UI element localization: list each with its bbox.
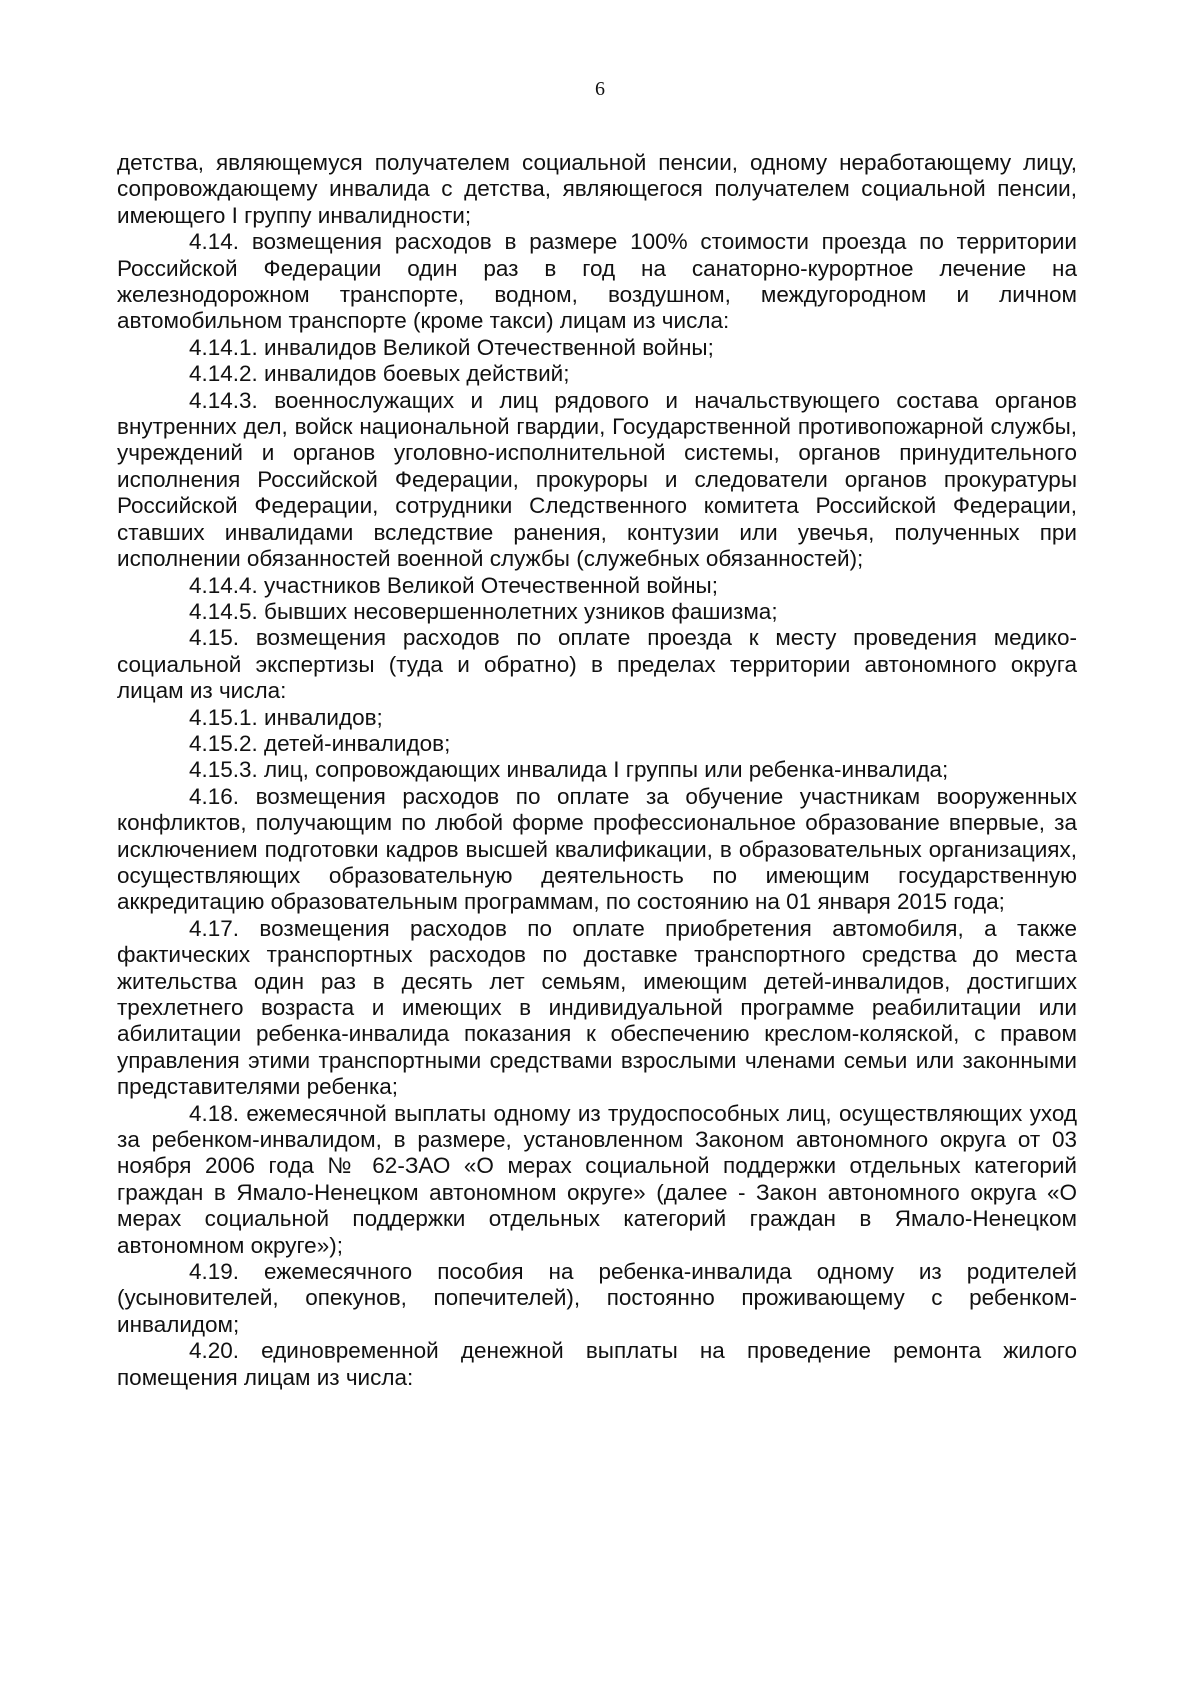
paragraph-4-15-3: 4.15.3. лиц, сопровождающих инвалида I группы или ребенка-инвалида; [189,757,949,783]
paragraph-4-14-4: 4.14.4. участников Великой Отечественной войны; [189,572,718,598]
paragraph-4-17: 4.17. возмещения расходов по оплате приобретения автомобиля, а также фактических транспортных расходов по доставке транспортного средства до места жительства один раз в десять лет семьям, имеющим детей-инвалидов, достигших трехлетнего возраста и имеющих в индивидуальной программе реабилитации или абилитации ребенка-инвалида показания к обеспечению креслом-коляской, с правом управления этими транспортными средствами взрослыми членами семьи или законными представителями ребенка; [117,915,1077,1100]
paragraph-4-16: 4.16. возмещения расходов по оплате за обучение участникам вооруженных конфликтов, получающим по любой форме профессиональное образование впервые, за исключением подготовки кадров высшей квалификации, в образовательных организациях, осуществляющих образовательную деятельность по имеющим государственную аккредитацию образовательным программам, по состоянию на 01 января 2015 года; [117,783,1077,915]
document-body [117,150,1077,1391]
paragraph-4-14-2: 4.14.2. инвалидов боевых действий; [189,361,570,387]
paragraph-4-20: 4.20. единовременной денежной выплаты на проведение ремонта жилого помещения лицам из числа: [117,1338,1077,1390]
paragraph-4-14: 4.14. возмещения расходов в размере 100% стоимости проезда по территории Российской Федерации один раз в год на санаторно-курортное лечение на железнодорожном транспорте, водном, воздушном, междугородном и личном автомобильном транспорте (кроме такси) лицам из числа: [117,229,1077,334]
paragraph-4-15-1: 4.15.1. инвалидов; [189,704,383,730]
paragraph-continuation: детства, являющемуся получателем социальной пенсии, одному неработающему лицу, сопровождающему инвалида с детства, являющегося получателем социальной пенсии, имеющего I группу инвалидности; [117,150,1077,228]
page-number: 6 [595,78,605,100]
paragraph-4-14-3: 4.14.3. военнослужащих и лиц рядового и начальствующего состава органов внутренних дел, войск национальной гвардии, Государственной противопожарной службы, учреждений и органов уголовно-исполнительной системы, органов принудительного исполнения Российской Федерации, прокуроры и следователи органов прокуратуры Российской Федерации, сотрудники Следственного комитета Российской Федерации, ставших инвалидами вследствие ранения, контузии или увечья, полученных при исполнении обязанностей военной службы (служебных обязанностей); [117,387,1077,572]
paragraph-4-14-1: 4.14.1. инвалидов Великой Отечественной войны; [189,334,714,360]
paragraph-4-18: 4.18. ежемесячной выплаты одному из трудоспособных лиц, осуществляющих уход за ребенком-инвалидом, в размере, установленном Законом автономного округа от 03 ноября 2006 года № 62-ЗАО «О мерах социальной поддержки отдельных категорий граждан в Ямало-Ненецком автономном округе» (далее - Закон автономного округа «О мерах социальной поддержки отдельных категорий граждан в Ямало-Ненецком автономном округе»); [117,1100,1077,1258]
paragraph-4-15-2: 4.15.2. детей-инвалидов; [189,730,451,756]
paragraph-4-14-5: 4.14.5. бывших несовершеннолетних узников фашизма; [189,598,778,624]
paragraph-4-19: 4.19. ежемесячного пособия на ребенка-инвалида одному из родителей (усыновителей, опекунов, попечителей), постоянно проживающему с ребенком-инвалидом; [117,1259,1077,1337]
paragraph-4-15: 4.15. возмещения расходов по оплате проезда к месту проведения медико-социальной экспертизы (туда и обратно) в пределах территории автономного округа лицам из числа: [117,625,1077,704]
